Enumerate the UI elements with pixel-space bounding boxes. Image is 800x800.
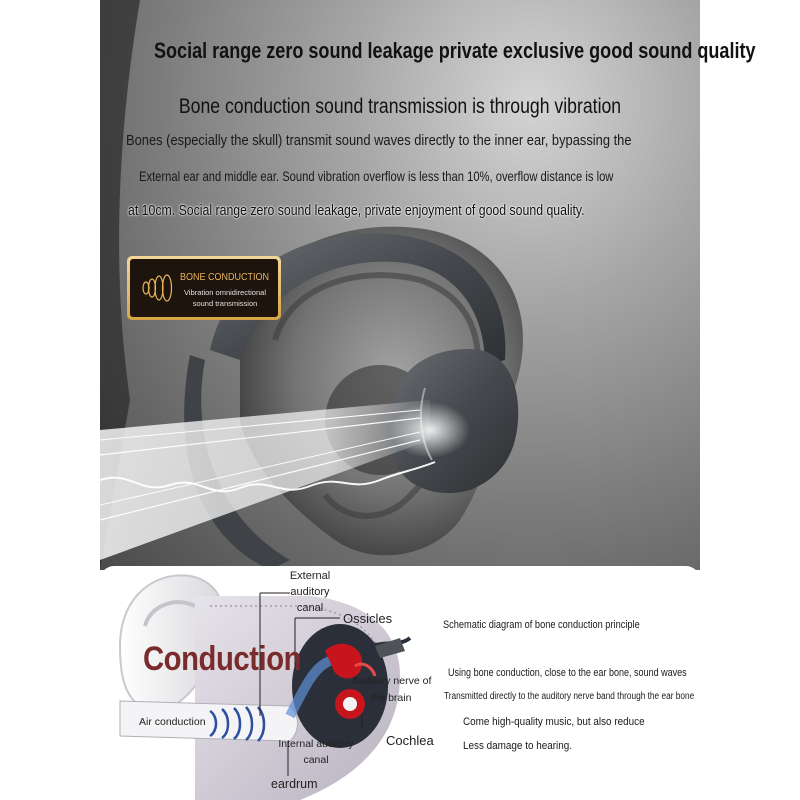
- label-air-conduction: Air conduction: [139, 716, 206, 728]
- description-line-4: Less damage to hearing.: [463, 740, 572, 752]
- label-external-canal-3: canal: [296, 602, 324, 614]
- badge-subtitle-line-1: Vibration omnidirectional: [184, 288, 266, 297]
- label-internal-canal-2: canal: [303, 754, 329, 766]
- label-eardrum: eardrum: [271, 777, 318, 791]
- description-line-3: Come high-quality music, but also reduce: [463, 716, 645, 728]
- label-auditory-nerve-2: the brain: [370, 692, 412, 704]
- label-cochlea: Cochlea: [386, 733, 434, 748]
- headline: Social range zero sound leakage private exclusive good sound quality: [154, 38, 756, 63]
- sound-wave-icon: [140, 273, 176, 303]
- label-auditory-nerve: [352, 673, 430, 707]
- paragraph-line-2: External ear and middle ear. Sound vibration overflow is less than 10%, overflow distance is low: [139, 168, 614, 184]
- label-external-canal-1: External: [289, 570, 331, 582]
- bone-conduction-badge: [127, 256, 281, 320]
- conduction-heading: Conduction: [143, 640, 302, 678]
- badge-subtitle-line-2: sound transmission: [192, 299, 258, 308]
- label-external-canal: [289, 568, 331, 616]
- paragraph-line-1: Bones (especially the skull) transmit sound waves directly to the inner ear, bypassing the: [126, 132, 632, 149]
- description-line-2: Transmitted directly to the auditory nerve band through the ear bone: [444, 691, 695, 702]
- description-line-1: Using bone conduction, close to the ear bone, sound waves: [448, 667, 687, 679]
- diagram-caption: Schematic diagram of bone conduction principle: [443, 619, 640, 631]
- badge-title: BONE CONDUCTION: [180, 272, 270, 283]
- subheadline: Bone conduction sound transmission is through vibration: [178, 95, 622, 118]
- label-internal-canal-1: Internal auditory: [278, 738, 354, 750]
- label-ossicles: Ossicles: [343, 611, 393, 626]
- paragraph-line-3: at 10cm. Social range zero sound leakage, private enjoyment of good sound quality.: [128, 202, 585, 219]
- label-internal-canal: [278, 736, 354, 768]
- badge-subtitle: [176, 287, 274, 309]
- label-external-canal-2: auditory: [290, 586, 330, 598]
- label-auditory-nerve-1: Auditory nerve of: [352, 675, 432, 687]
